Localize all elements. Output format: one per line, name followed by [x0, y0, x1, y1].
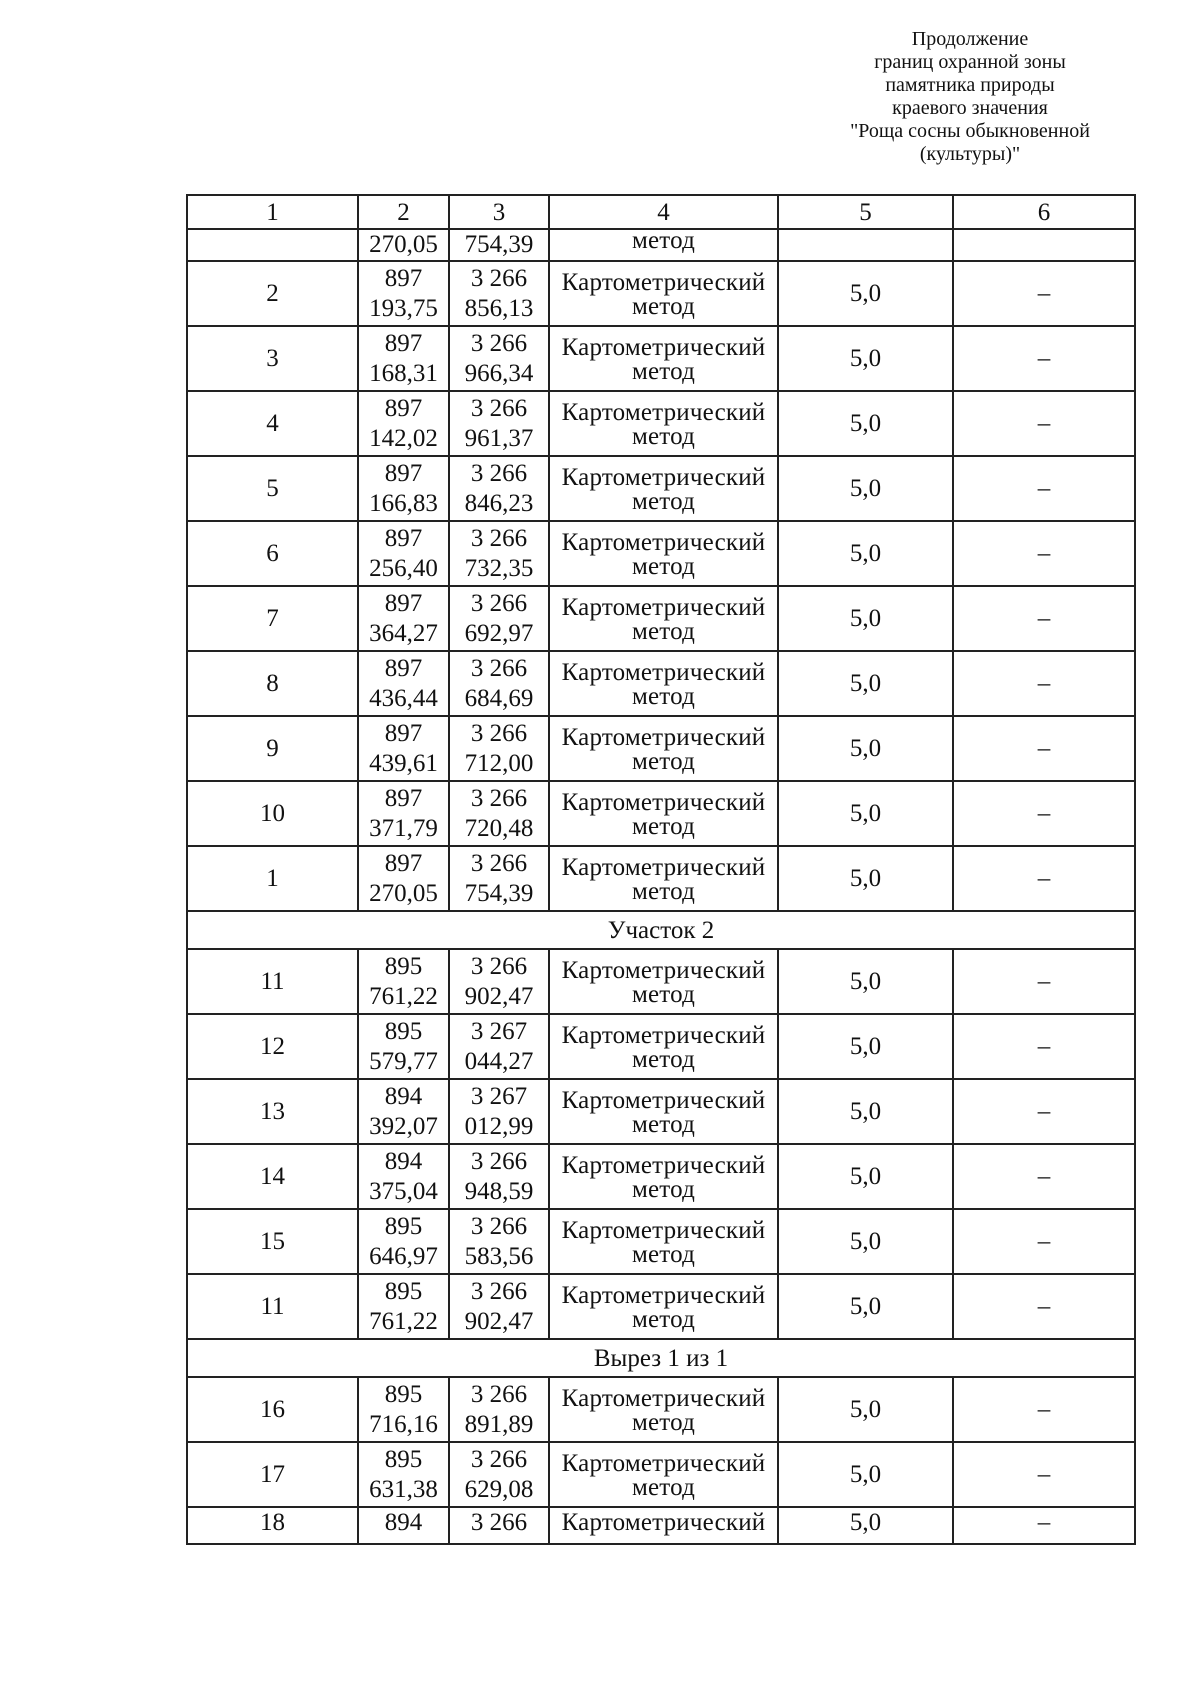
method-line-2: метод	[631, 981, 695, 1008]
cell-method	[549, 949, 778, 1014]
cell-method	[549, 1014, 778, 1079]
cell-accuracy: 5,0	[778, 1079, 953, 1144]
method-line-2: метод	[631, 1111, 695, 1138]
cell-point: 8	[187, 651, 358, 716]
cell-note: –	[953, 1507, 1135, 1544]
method-line-1: Картометрический	[561, 1217, 766, 1244]
cell-point: 7	[187, 586, 358, 651]
cell-point: 9	[187, 716, 358, 781]
method-line-2: метод	[631, 683, 695, 710]
method-line-2: метод	[631, 1241, 695, 1268]
cell-y-high: 3 266	[470, 849, 528, 877]
cell-accuracy: 5,0	[778, 456, 953, 521]
method-line-1: Картометрический	[561, 1385, 766, 1412]
cell-accuracy: 5,0	[778, 716, 953, 781]
cell-x-high: 895	[384, 1017, 423, 1045]
cell-point: 16	[187, 1377, 358, 1442]
method-line-2: метод	[631, 1176, 695, 1203]
table-row	[187, 949, 1135, 1014]
cell-accuracy: 5,0	[778, 1014, 953, 1079]
document-header	[790, 28, 1150, 166]
cell-y-low: 902,47	[464, 1307, 534, 1335]
method-line-2: метод	[631, 488, 695, 515]
cell-x: 270,05	[358, 229, 449, 261]
cell-point: 13	[187, 1079, 358, 1144]
cell-method	[549, 846, 778, 911]
cell-accuracy: 5,0	[778, 1507, 953, 1544]
cell-point: 15	[187, 1209, 358, 1274]
cell-point: 2	[187, 261, 358, 326]
table-row	[187, 1209, 1135, 1274]
cell-y	[449, 781, 549, 846]
cell-accuracy	[778, 229, 953, 261]
cell-y-high: 3 267	[470, 1082, 528, 1110]
method-line-1: Картометрический	[561, 269, 766, 296]
cell-method	[549, 326, 778, 391]
cell-accuracy: 5,0	[778, 846, 953, 911]
cell-y-high: 3 266	[470, 329, 528, 357]
method-line-2: метод	[631, 553, 695, 580]
cell-x-high: 897	[384, 849, 423, 877]
method-line-2: метод	[631, 358, 695, 385]
column-header: 1	[187, 195, 358, 229]
method-line-2: метод	[631, 293, 695, 320]
table-row	[187, 261, 1135, 326]
table-row	[187, 326, 1135, 391]
table-row	[187, 456, 1135, 521]
cell-note: –	[953, 1274, 1135, 1339]
cell-method	[549, 586, 778, 651]
cell-x-high: 895	[384, 1445, 423, 1473]
table-row	[187, 1274, 1135, 1339]
cell-method	[549, 1274, 778, 1339]
cell-accuracy: 5,0	[778, 1377, 953, 1442]
cell-x-high: 897	[384, 589, 423, 617]
cell-accuracy: 5,0	[778, 1274, 953, 1339]
cell-x-low: 392,07	[369, 1112, 438, 1140]
cell-x-high: 895	[384, 1380, 423, 1408]
cell-x	[358, 326, 449, 391]
cell-y	[449, 651, 549, 716]
cell-y-high: 3 266	[470, 1380, 528, 1408]
cell-y-high: 3 266	[470, 394, 528, 422]
cell-y-low: 902,47	[464, 982, 534, 1010]
cell-y	[449, 949, 549, 1014]
cell-y-low: 684,69	[464, 684, 534, 712]
cell-x-low: 761,22	[369, 1307, 438, 1335]
cell-x	[358, 1377, 449, 1442]
cell-method: метод	[549, 229, 778, 261]
table-row	[187, 651, 1135, 716]
cell-x-low: 168,31	[369, 359, 438, 387]
cell-x-low: 761,22	[369, 982, 438, 1010]
cell-y	[449, 586, 549, 651]
header-line: (культуры)"	[919, 143, 1021, 165]
cell-y-high: 3 266	[470, 589, 528, 617]
header-line: "Роща сосны обыкновенной	[850, 120, 1090, 142]
cell-accuracy: 5,0	[778, 326, 953, 391]
cell-point: 4	[187, 391, 358, 456]
cell-method	[549, 1377, 778, 1442]
column-header: 4	[549, 195, 778, 229]
table-row	[187, 391, 1135, 456]
cell-x	[358, 846, 449, 911]
cell-x	[358, 716, 449, 781]
cell-x	[358, 1014, 449, 1079]
cell-x-high: 897	[384, 459, 423, 487]
cell-x-low: 439,61	[369, 749, 438, 777]
method-line-2: метод	[631, 813, 695, 840]
cell-y-low: 583,56	[464, 1242, 534, 1270]
cell-note: –	[953, 391, 1135, 456]
cell-x-low: 375,04	[369, 1177, 438, 1205]
cell-accuracy: 5,0	[778, 781, 953, 846]
cell-x-high: 895	[384, 1212, 423, 1240]
cell-y-high: 3 266	[470, 1277, 528, 1305]
cell-x-high: 897	[384, 719, 423, 747]
table-row	[187, 586, 1135, 651]
cell-note: –	[953, 1377, 1135, 1442]
cell-method	[549, 1079, 778, 1144]
cell-method: Картометрический	[549, 1507, 778, 1544]
cell-method	[549, 521, 778, 586]
cell-x-high: 897	[384, 654, 423, 682]
cell-y	[449, 521, 549, 586]
cell-point: 14	[187, 1144, 358, 1209]
cell-point	[187, 229, 358, 261]
cell-y-high: 3 266	[470, 719, 528, 747]
method-line-2: метод	[631, 1306, 695, 1333]
cell-y-low: 846,23	[464, 489, 534, 517]
cell-y-high: 3 266	[470, 264, 528, 292]
cell-point: 17	[187, 1442, 358, 1507]
cell-y-low: 629,08	[464, 1475, 534, 1503]
cell-y-low: 712,00	[464, 749, 534, 777]
cell-x-high: 894	[384, 1147, 423, 1175]
cell-x-low: 193,75	[369, 294, 438, 322]
method-line-2: метод	[631, 423, 695, 450]
cell-y-low: 012,99	[464, 1112, 534, 1140]
coordinates-table	[186, 194, 1136, 1545]
method-line-1: Картометрический	[561, 854, 766, 881]
table-row	[187, 846, 1135, 911]
cell-note: –	[953, 586, 1135, 651]
cell-y-low: 732,35	[464, 554, 534, 582]
column-header: 3	[449, 195, 549, 229]
cell-note: –	[953, 1144, 1135, 1209]
cell-y	[449, 846, 549, 911]
cell-point: 11	[187, 1274, 358, 1339]
column-header: 5	[778, 195, 953, 229]
cell-x	[358, 651, 449, 716]
cell-note: –	[953, 456, 1135, 521]
cell-point: 12	[187, 1014, 358, 1079]
method-line-1: Картометрический	[561, 1282, 766, 1309]
cell-y-high: 3 266	[470, 459, 528, 487]
cell-note: –	[953, 1209, 1135, 1274]
method-line-2: метод	[631, 1474, 695, 1501]
method-line-1: Картометрический	[561, 1152, 766, 1179]
cell-accuracy: 5,0	[778, 1442, 953, 1507]
cell-x-low: 142,02	[369, 424, 438, 452]
cell-y-low: 856,13	[464, 294, 534, 322]
table-row	[187, 521, 1135, 586]
section-row	[187, 911, 1135, 949]
cell-note: –	[953, 261, 1135, 326]
method-line-1: Картометрический	[561, 399, 766, 426]
cell-accuracy: 5,0	[778, 949, 953, 1014]
cell-point: 3	[187, 326, 358, 391]
cell-y-high: 3 266	[470, 1445, 528, 1473]
table-header-row	[187, 195, 1135, 229]
cell-y	[449, 456, 549, 521]
method-line-1: Картометрический	[561, 1022, 766, 1049]
method-line-1: Картометрический	[561, 334, 766, 361]
table-row	[187, 1079, 1135, 1144]
table-row	[187, 1442, 1135, 1507]
method-line-1: Картометрический	[561, 659, 766, 686]
cell-y	[449, 1079, 549, 1144]
cell-y-low: 961,37	[464, 424, 534, 452]
cell-y	[449, 326, 549, 391]
section-title: Участок 2	[187, 911, 1135, 949]
cell-y	[449, 1209, 549, 1274]
cell-note: –	[953, 949, 1135, 1014]
cell-y	[449, 1014, 549, 1079]
cell-method	[549, 651, 778, 716]
cell-x-low: 270,05	[369, 879, 438, 907]
cell-x-high: 894	[384, 1082, 423, 1110]
cell-accuracy: 5,0	[778, 261, 953, 326]
cell-point: 11	[187, 949, 358, 1014]
section-title: Вырез 1 из 1	[187, 1339, 1135, 1377]
cell-y	[449, 1442, 549, 1507]
cell-method	[549, 391, 778, 456]
method-line-1: Картометрический	[561, 1450, 766, 1477]
cell-y-high: 3 266	[470, 1147, 528, 1175]
cell-y-high: 3 266	[470, 654, 528, 682]
cell-accuracy: 5,0	[778, 586, 953, 651]
method-line-1: Картометрический	[561, 957, 766, 984]
cell-x-low: 579,77	[369, 1047, 438, 1075]
method-line-1: Картометрический	[561, 464, 766, 491]
cell-x-high: 895	[384, 1277, 423, 1305]
cell-note: –	[953, 326, 1135, 391]
cell-x	[358, 586, 449, 651]
method-line-2: метод	[631, 618, 695, 645]
cell-note: –	[953, 1014, 1135, 1079]
cell-note: –	[953, 651, 1135, 716]
cell-note: –	[953, 781, 1135, 846]
cell-x	[358, 1209, 449, 1274]
cell-x	[358, 391, 449, 456]
cell-accuracy: 5,0	[778, 1209, 953, 1274]
cell-accuracy: 5,0	[778, 521, 953, 586]
cell-x-low: 364,27	[369, 619, 438, 647]
cell-x-low: 371,79	[369, 814, 438, 842]
cell-y	[449, 1377, 549, 1442]
cell-x	[358, 1442, 449, 1507]
cell-x	[358, 261, 449, 326]
method-line-1: Картометрический	[561, 789, 766, 816]
table-row	[187, 1377, 1135, 1442]
cell-x-low: 256,40	[369, 554, 438, 582]
cell-method	[549, 781, 778, 846]
cell-y	[449, 391, 549, 456]
cell-x-high: 897	[384, 394, 423, 422]
cell-x-low: 716,16	[369, 1410, 438, 1438]
column-header: 6	[953, 195, 1135, 229]
cell-y-high: 3 266	[470, 524, 528, 552]
cell-accuracy: 5,0	[778, 391, 953, 456]
method-line-2: метод	[631, 1409, 695, 1436]
cell-x-low: 436,44	[369, 684, 438, 712]
table-row	[187, 716, 1135, 781]
cell-y-low: 754,39	[464, 879, 534, 907]
cell-note: –	[953, 846, 1135, 911]
cell-x	[358, 1079, 449, 1144]
cell-x-low: 166,83	[369, 489, 438, 517]
cell-point: 1	[187, 846, 358, 911]
column-header: 2	[358, 195, 449, 229]
cell-method	[549, 456, 778, 521]
cell-accuracy: 5,0	[778, 651, 953, 716]
method-line-2: метод	[631, 878, 695, 905]
cell-method	[549, 716, 778, 781]
table-row	[187, 1014, 1135, 1079]
cell-method	[549, 261, 778, 326]
cell-note: –	[953, 521, 1135, 586]
cell-y	[449, 1274, 549, 1339]
cell-y-low: 966,34	[464, 359, 534, 387]
cell-x-high: 897	[384, 524, 423, 552]
cell-x	[358, 1144, 449, 1209]
cell-point: 18	[187, 1507, 358, 1544]
cell-y-low: 948,59	[464, 1177, 534, 1205]
cell-point: 6	[187, 521, 358, 586]
method-line-1: Картометрический	[561, 594, 766, 621]
cell-x	[358, 949, 449, 1014]
cell-x-high: 897	[384, 264, 423, 292]
table-row	[187, 781, 1135, 846]
cell-note: –	[953, 1442, 1135, 1507]
cell-y: 754,39	[449, 229, 549, 261]
cell-y-high: 3 267	[470, 1017, 528, 1045]
cell-x	[358, 781, 449, 846]
method-line-1: Картометрический	[561, 529, 766, 556]
header-line: краевого значения	[892, 97, 1048, 119]
method-line-1: Картометрический	[561, 724, 766, 751]
cell-note: –	[953, 716, 1135, 781]
cell-y-low: 891,89	[464, 1410, 534, 1438]
cell-y-low: 720,48	[464, 814, 534, 842]
cell-y	[449, 716, 549, 781]
cell-method	[549, 1442, 778, 1507]
cell-point: 10	[187, 781, 358, 846]
cell-note: –	[953, 1079, 1135, 1144]
cell-point: 5	[187, 456, 358, 521]
cell-x	[358, 521, 449, 586]
method-line-1: Картометрический	[561, 1087, 766, 1114]
cell-accuracy: 5,0	[778, 1144, 953, 1209]
cell-x	[358, 456, 449, 521]
header-line: границ охранной зоны	[874, 51, 1066, 73]
cell-x: 894	[358, 1507, 449, 1544]
cell-y-high: 3 266	[470, 784, 528, 812]
cell-y	[449, 261, 549, 326]
cell-method	[549, 1209, 778, 1274]
cell-x	[358, 1274, 449, 1339]
cell-x-low: 631,38	[369, 1475, 438, 1503]
cell-y-high: 3 266	[470, 1212, 528, 1240]
table-row-continued	[187, 229, 1135, 261]
cell-y	[449, 1144, 549, 1209]
table-row	[187, 1507, 1135, 1544]
cell-note	[953, 229, 1135, 261]
header-line: Продолжение	[911, 28, 1029, 50]
cell-x-high: 897	[384, 784, 423, 812]
method-line-2: метод	[631, 748, 695, 775]
cell-y-low: 044,27	[464, 1047, 534, 1075]
cell-x-high: 895	[384, 952, 423, 980]
cell-method	[549, 1144, 778, 1209]
table-row	[187, 1144, 1135, 1209]
cell-y-low: 692,97	[464, 619, 534, 647]
header-line: памятника природы	[885, 74, 1055, 96]
cell-x-high: 897	[384, 329, 423, 357]
cell-x-low: 646,97	[369, 1242, 438, 1270]
cell-y-high: 3 266	[470, 952, 528, 980]
section-row	[187, 1339, 1135, 1377]
method-line-2: метод	[631, 1046, 695, 1073]
cell-y: 3 266	[449, 1507, 549, 1544]
